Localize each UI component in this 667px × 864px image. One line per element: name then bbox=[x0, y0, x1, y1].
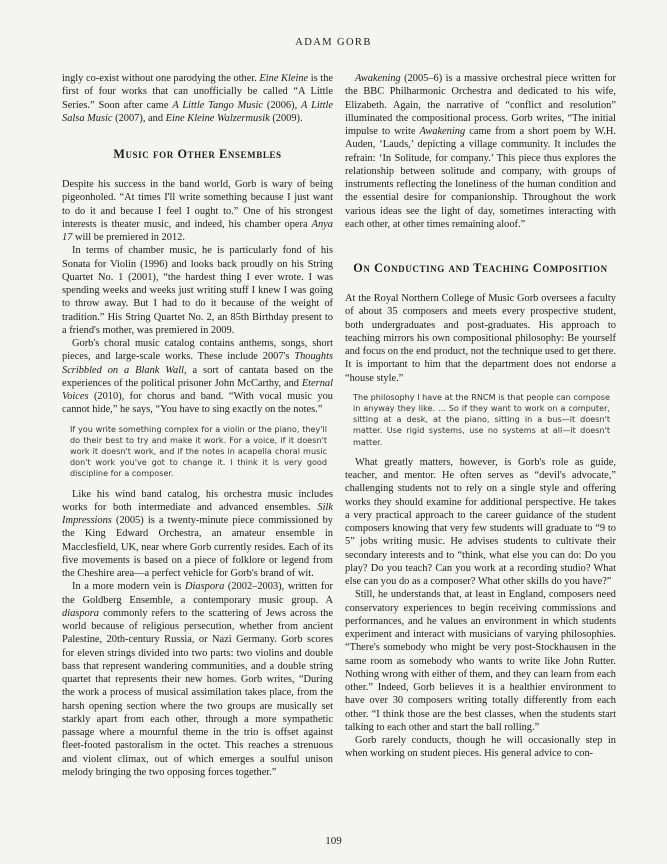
section-heading: On Conducting and Teaching Composition bbox=[353, 261, 608, 275]
paragraph: At the Royal Northern College of Music Gorb oversees a faculty of about 35 composers and meets every prospective student, both undergraduates and post-graduates. His approach to teaching mirrors his own compositional philosophy: Be yourself and focus on the end product, not the technique used to get there. It is important to him that the department does not endorse a “house style.” bbox=[345, 293, 616, 384]
paragraph: ingly co-exist without one parodying the other. Eine Kleine is the first of four works that can unofficially be called “A Little Series.” Soon after came A Little Tango Music (2006), A Little Salsa Music (2007), and Eine Kleine Walzermusik (2009). bbox=[62, 73, 334, 124]
paragraph: In a more modern vein is Diaspora (2002–2003), written for the Goldberg Ensemble, a contemporary music group. A diaspora commonly refers to the scattering of Jews across the world because of religious persecution, whether from ancient Palestine, 20th-century Russia, or Nazi Germany. Gorb scores for eleven strings divided into two parts: two violins and double bass that represent wandering communities, and a double string quartet that represents their new homes. Gorb writes, “During the work a process of musical assimilation takes place, from the harsh opening section where the two groups are musically set starkly apart from each other, through a more sympathetic passage where a mournful theme in the trio is offset against fleet-footed pastoralism in the octet. This reaches a strenuous and violent climax, out of which emerges a soulful unison melody bringing the two opposing forces together.” bbox=[62, 581, 333, 778]
paragraph: Awakening (2005–6) is a massive orchestral piece written for the BBC Philharmonic Orchestra and dedicated to his wife, Elizabeth. Again, the narrative of “conflict and resolution” illuminated the compositional process. Gorb writes, “The initial impulse to write Awakening came from a short poem by W.H. Auden, ‘Lauds,’ depicting a village community. It includes the refrain: ‘In Solitude, for company.’ This piece thus explores the relationship between solitude and company, with groups of instruments reflecting the loneliness of the human condition and the essential desire for companionship. Throughout the work various ideas see the light of day, sometimes interacting with each other, at other times remaining aloof.” bbox=[345, 73, 616, 230]
paragraph: Despite his success in the band world, Gorb is wary of being pigeonholed. “At times I'll write something because I just want to do it and because I feel I ought to.” One of his strongest interests is theater music, and indeed, his chamber opera Anya 17 will be premiered in 2012. bbox=[62, 179, 333, 243]
page-number: 109 bbox=[325, 835, 342, 847]
paragraph: In terms of chamber music, he is particularly fond of his Sonata for Violin (1996) and looks back proudly on his String Quartet No. 1 (2001), “the hardest thing I ever wrote. I was spending weeks and weeks just writing stuff I knew I was going to throw away. But I had to do it because of the weight of tradition.” His String Quartet No. 2, an 85th Birthday present to a friend's mother, was premiered in 2009. bbox=[62, 245, 333, 336]
paragraph: Gorb's choral music catalog contains anthems, songs, short pieces, and large-scale works. These include 2007's Thoughts Scribbled on a Blank Wall, a sort of cantata based on the experiences of the political prisoner John McCarthy, and Eternal Voices (2010), for chorus and band. “With vocal music you cannot hide,” he says, “You have to sing exactly on the notes.” bbox=[62, 338, 333, 416]
paragraph: Still, he understands that, at least in England, composers need conservatory experiences to begin receiving commissions and performances, and he values an environment in which students experiment and interact with musicians of varying philosophies. “There's somebody who might be very post-Stockhausen in the same room as somebody who wants to write like John Rutter. Nothing wrong with either of them, and they can learn from each other.” Indeed, Gorb believes it is a healthier environment to have over 30 composers writing totally differently from each other. “I think those are the best classes, when the students start talking to each other and start the ball rolling.” bbox=[345, 589, 616, 733]
block-quote: If you write something complex for a violin or the piano, they'll do their best to try and make it work. For a voice, if it doesn't work it doesn't work, and if the notes in acapella choral music don't work you've got to change it. I think it is very good discipline for a composer. bbox=[70, 423, 327, 479]
paragraph: What greatly matters, however, is Gorb's role as guide, teacher, and mentor. He often serves as “devil's advocate,” challenging students not to rely on a single style and offering works they should examine for additional perspective. He takes a very practical approach to the career guidance of the student composers knowing that very few students will graduate to “9 to 5” jobs writing music. He advises students to cultivate their secondary interests and to “think, what else you can do: Do you play? Do you teach? Can you work at a recording studio? What else can you do as a composer? What other skills do you have?” bbox=[345, 456, 616, 588]
running-head: ADAM GORB bbox=[295, 37, 372, 48]
right-column bbox=[345, 72, 616, 761]
left-column bbox=[62, 72, 333, 779]
block-quote: The philosophy I have at the RNCM is that people can compose in anyway they like. ... So if they want to work on a computer, sitting at a desk, at the piano, sitting in a bus—it doesn't matter. Use rigid systems, use no systems at all—it doesn't matter. bbox=[353, 391, 610, 447]
section-heading: Music for Other Ensembles bbox=[113, 147, 282, 161]
paragraph: Like his wind band catalog, his orchestra music includes works for both intermediate and advanced ensembles. Silk Impressions (2005) is a twenty-minute piece commissioned by the King Edward Orchestra, an amateur ensemble in Macclesfield, UK, near where Gorb currently resides. Each of its five movements is based on a piece of folklore or legend from the Cheshire area—a perfect vehicle for Gorb's brand of wit. bbox=[62, 488, 333, 580]
paragraph: Gorb rarely conducts, though he will occasionally step in when working on student pieces. His general advice to con- bbox=[345, 735, 616, 760]
